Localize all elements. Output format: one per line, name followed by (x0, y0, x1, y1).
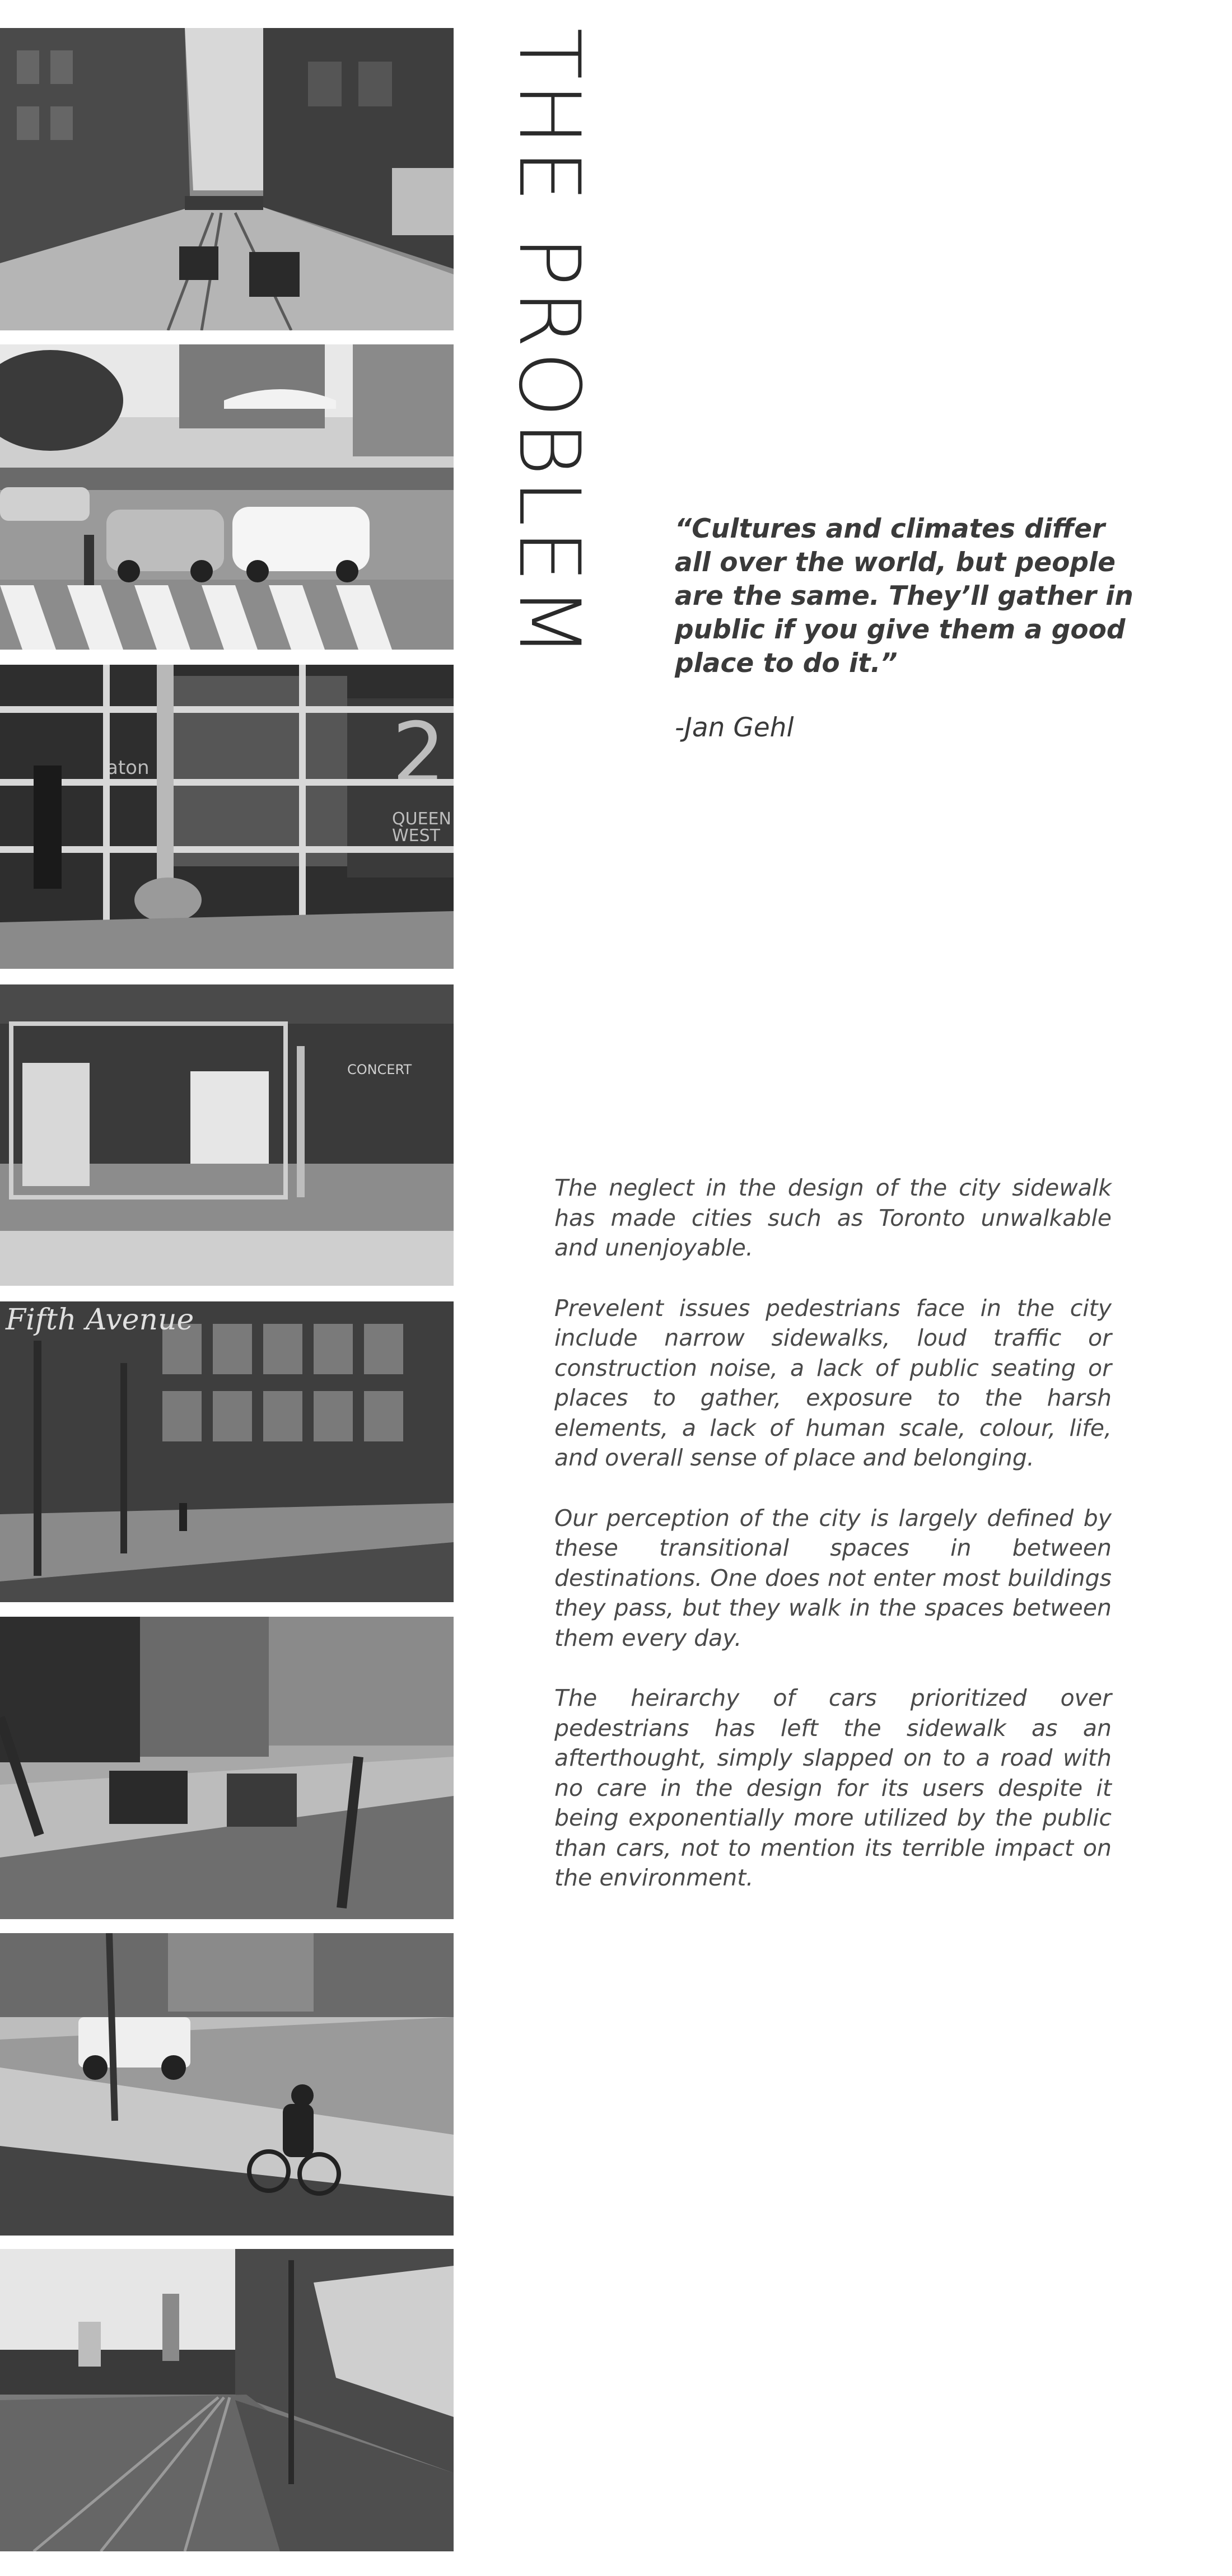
sign-queen: QUEEN (392, 809, 451, 829)
photo-plaza-shadows (0, 1617, 454, 1919)
sign-number-2: 2 (392, 705, 446, 802)
quote-text: “Cultures and climates differ all over the world, but people are the same. They’ll gather in public if you give them a good place to do it.” (675, 514, 1133, 679)
paragraph: Prevelent issues pedestrians face in the city include narrow sidewalks, loud traffic or construction noise, a lack of public seating or places to gather, exposure to the harsh elements, a lack of human scale, colour, life, and overall sense of place and belonging. (554, 1294, 1112, 1471)
paragraph: The neglect in the design of the city sidewalk has made cities such as Toronto unwalkable and unenjoyable. (554, 1174, 1112, 1261)
photo-street-downtown (0, 28, 454, 330)
page-title: THE PROBLEM (500, 28, 598, 662)
paragraph: Our perception of the city is largely defined by these transitional spaces in between destinations. One does not enter most buildings they pass, but they walk in the spaces between them every day. (554, 1504, 1112, 1651)
title-container (500, 28, 602, 756)
photo-streetcar-tracks (0, 2249, 454, 2551)
photo-corner-building (0, 1301, 454, 1602)
sign-west: WEST (392, 826, 440, 846)
paragraph: The heirarchy of cars prioritized over pedestrians has left the sidewalk as an afterthought, simply slapped on to a road with no care in the design for its users despite it being exponentially more utilized by the public than cars, not to mention its terrible impact on the environment. (554, 1684, 1112, 1891)
body-text (554, 1173, 1112, 1924)
sign-aton: aton (106, 757, 150, 779)
photo-construction-scaffolding (0, 665, 454, 969)
photo-bus-shelter (0, 984, 454, 1286)
photo-cyclist-road (0, 1933, 454, 2236)
sign-concert: CONCERT (347, 1062, 412, 1077)
store-sign: Fifth Avenue (6, 1303, 194, 1337)
quote-author: -Jan Gehl (675, 712, 794, 743)
photo-intersection-cars (0, 344, 454, 650)
